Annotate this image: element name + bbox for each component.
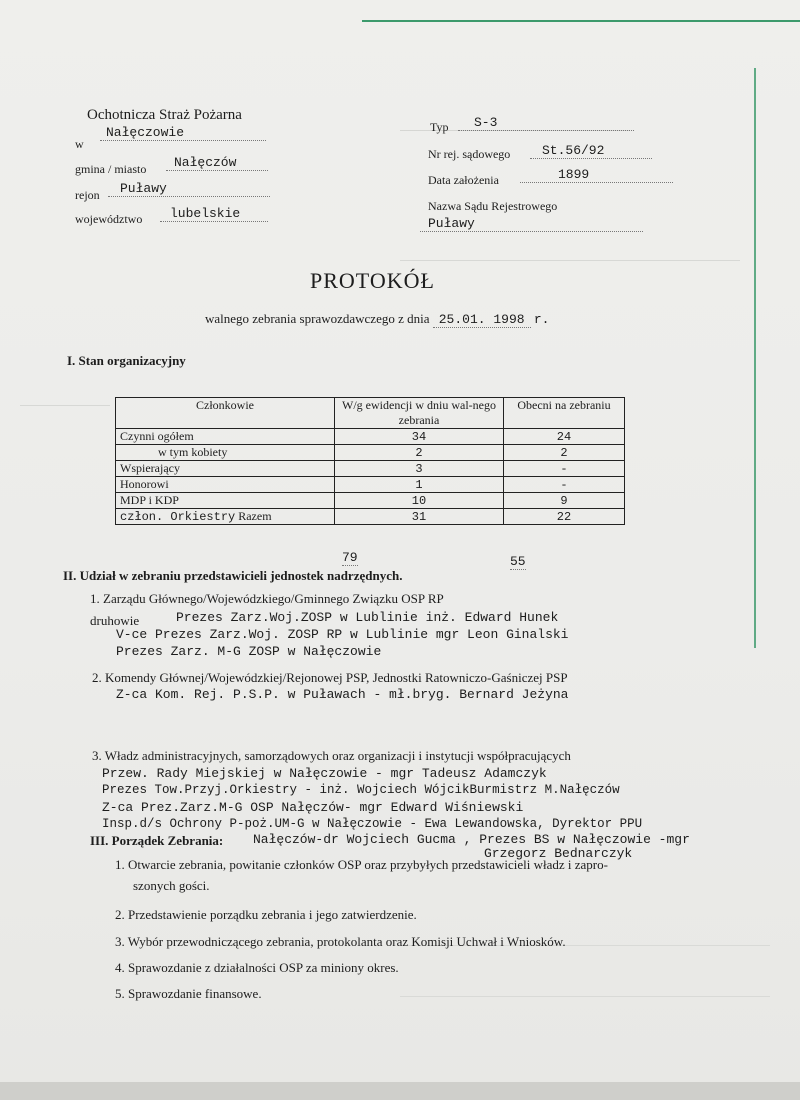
section-3-heading: III. Porządek Zebrania:: [90, 833, 224, 848]
representative-line: Grzegorz Bednarczyk: [484, 846, 633, 861]
representative-line: Z-ca Prez.Zarz.M-G OSP Nałęczów- mgr Edward Wiśniewski: [102, 800, 524, 815]
data-zalozenia-label: Data założenia: [428, 173, 499, 187]
w-value: Nałęczowie: [100, 125, 266, 141]
row-label: MDP i KDP: [116, 493, 335, 509]
data-zalozenia-value: 1899: [520, 167, 673, 183]
representative-line: Prezes Tow.Przyj.Orkiestry - inż. Wojciech WójcikBurmistrz M.Nałęczów: [102, 783, 620, 797]
representative-line: V-ce Prezes Zarz.Woj. ZOSP RP w Lublinie mgr Leon Ginalski: [116, 627, 569, 642]
bleed-through-block: [400, 945, 770, 997]
total-ewid: 79: [342, 550, 358, 565]
right-rule: [754, 68, 756, 648]
table-row: [116, 493, 625, 509]
representative-line: Insp.d/s Ochrony P-poż.UM-G w Nałęczowie - Ewa Lewandowska, Dyrektor PPU: [102, 817, 643, 831]
row-label-orkiestry: [116, 509, 335, 525]
typ-value: S-3: [458, 115, 634, 131]
nr-rej-value: St.56/92: [530, 143, 652, 159]
row-obecni: 22: [504, 509, 625, 525]
wojewodztwo-value: lubelskie: [160, 206, 268, 222]
org-name: Ochotnicza Straż Pożarna: [87, 107, 242, 123]
table-row: [116, 445, 625, 461]
table-row: [116, 429, 625, 445]
gmina-label: gmina / miasto: [75, 162, 147, 176]
col-header: Członkowie: [116, 398, 335, 429]
bleed-through-line: [20, 395, 110, 406]
item-1-label: 1. Zarządu Głównego/Wojewódzkiego/Gminnego Związku OSP RP: [90, 591, 444, 606]
col-header: W/g ewidencji w dniu wal-nego zebrania: [335, 398, 504, 429]
table-header-row: [116, 398, 625, 429]
w-label: w: [75, 137, 84, 151]
representative-line: Prezes Zarz. M-G ZOSP w Nałęczowie: [116, 644, 382, 659]
typ-label: Typ: [430, 120, 449, 134]
row-ewid: 1: [335, 477, 504, 493]
agenda-item: 2. Przedstawienie porządku zebrania i jego zatwierdzenie.: [115, 907, 417, 922]
sad-label: Nazwa Sądu Rejestrowego: [428, 199, 558, 213]
table-row: [116, 477, 625, 493]
rejon-value: Puławy: [108, 181, 270, 197]
bleed-through-line: [400, 250, 740, 261]
nr-rej-label: Nr rej. sądowego: [428, 147, 511, 161]
druhowie-label: druhowie: [90, 613, 140, 628]
row-ewid: 3: [335, 461, 504, 477]
table-row: [116, 461, 625, 477]
sad-value: Puławy: [420, 216, 643, 232]
item-2-label: 2. Komendy Głównej/Wojewódzkiej/Rejonowej PSP, Jednostki Ratowniczo-Gaśniczej PSP: [92, 670, 568, 685]
section-2-heading: II. Udział w zebraniu przedstawicieli jednostek nadrzędnych.: [63, 568, 403, 583]
row-obecni: -: [504, 477, 625, 493]
page-edge: [0, 1082, 800, 1100]
representative-line: Przew. Rady Miejskiej w Nałęczowie - mgr Tadeusz Adamczyk: [102, 766, 547, 781]
agenda-item: szonych gości.: [133, 878, 210, 893]
section-1-heading: I. Stan organizacyjny: [67, 353, 186, 368]
representative-line: Nałęczów-dr Wojciech Gucma , Prezes BS w Nałęczowie -mgr: [253, 832, 690, 847]
rejon-label: rejon: [75, 188, 100, 202]
item-3-label: 3. Władz administracyjnych, samorządowych oraz organizacji i instytucji współpracujących: [92, 748, 571, 763]
row-ewid: 31: [335, 509, 504, 525]
wojewodztwo-label: województwo: [75, 212, 143, 226]
row-label: w tym kobiety: [116, 445, 335, 461]
subtitle: [205, 311, 549, 327]
row-ewid: 2: [335, 445, 504, 461]
row-ewid: 10: [335, 493, 504, 509]
agenda-item: 3. Wybór przewodniczącego zebrania, protokolanta oraz Komisji Uchwał i Wniosków.: [115, 934, 566, 949]
row-label: Honorowi: [116, 477, 335, 493]
subtitle-text: walnego zebrania sprawozdawczego z dnia: [205, 311, 430, 326]
row-label: człon. Orkiestry: [120, 510, 236, 524]
row-obecni: 24: [504, 429, 625, 445]
row-label: Wspierający: [116, 461, 335, 477]
row-obecni: -: [504, 461, 625, 477]
representative-line: Prezes Zarz.Woj.ZOSP w Lublinie inż. Edward Hunek: [176, 610, 559, 625]
razem-label: Razem: [238, 509, 272, 523]
row-label: Czynni ogółem: [116, 429, 335, 445]
date-suffix: r.: [533, 312, 550, 327]
top-rule: [362, 20, 800, 22]
document-title: PROTOKÓŁ: [310, 268, 435, 293]
members-table: [115, 397, 625, 525]
gmina-value: Nałęczów: [166, 155, 268, 171]
row-obecni: 9: [504, 493, 625, 509]
table-row: [116, 509, 625, 525]
agenda-item: 4. Sprawozdanie z działalności OSP za miniony okres.: [115, 960, 399, 975]
agenda-item: 5. Sprawozdanie finansowe.: [115, 986, 262, 1001]
meeting-date: 25.01. 1998: [433, 312, 531, 328]
row-obecni: 2: [504, 445, 625, 461]
row-ewid: 34: [335, 429, 504, 445]
agenda-item: 1. Otwarcie zebrania, powitanie członków OSP oraz przybyłych przedstawicieli władz i zapro-: [115, 857, 608, 872]
col-header: Obecni na zebraniu: [504, 398, 625, 429]
representative-line: Z-ca Kom. Rej. P.S.P. w Puławach - mł.bryg. Bernard Jeżyna: [116, 687, 569, 702]
total-obecni: 55: [510, 554, 526, 569]
